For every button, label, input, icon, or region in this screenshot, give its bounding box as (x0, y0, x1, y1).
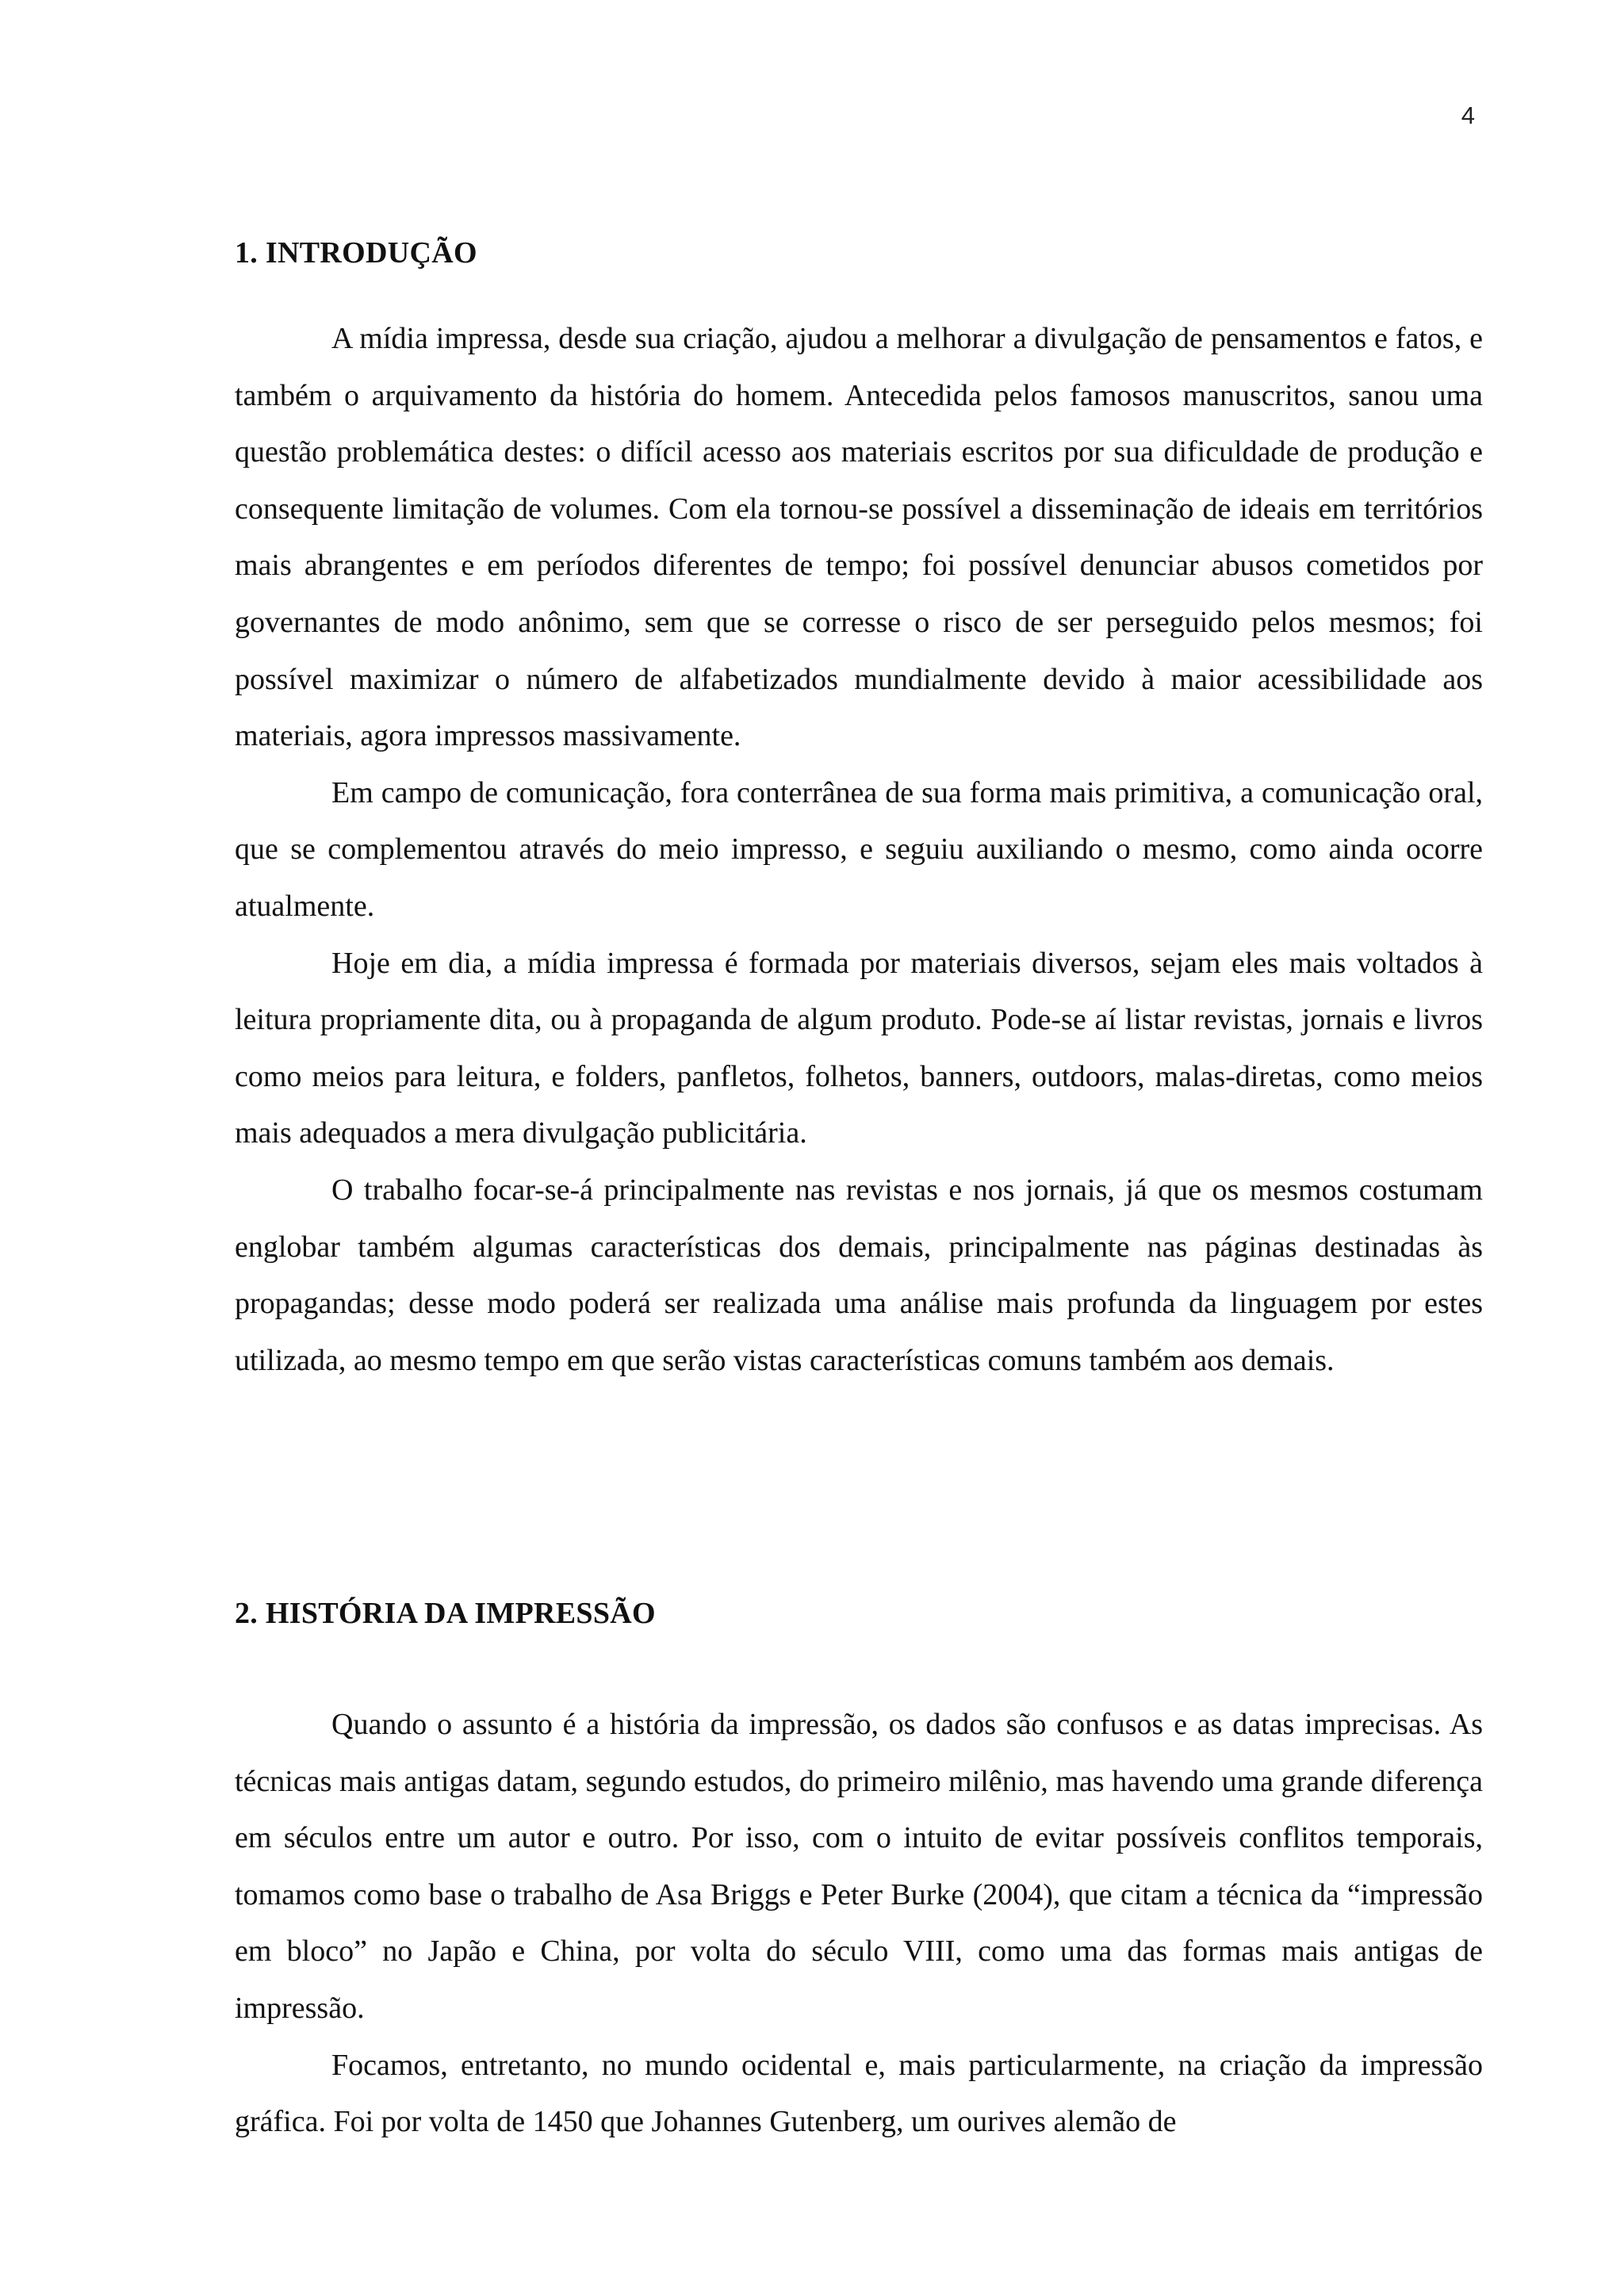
section-introducao-text (235, 311, 1483, 1389)
paragraph: O trabalho focar-se-á principalmente nas revistas e nos jornais, já que os mesmos costumam englobar também algumas características dos demais, principalmente nas páginas destinadas às propagandas; desse modo poderá ser realizada uma análise mais profunda da linguagem por estes utilizada, ao mesmo tempo em que serão vistas características comuns também aos demais. (235, 1173, 1483, 1377)
paragraph: Quando o assunto é a história da impressão, os dados são confusos e as datas imprecisas. As técnicas mais antigas datam, segundo estudos, do primeiro milênio, mas havendo uma grande diferença em séculos entre um autor e outro. Por isso, com o intuito de evitar possíveis conflitos temporais, tomamos como base o trabalho de Asa Briggs e Peter Burke (2004), que citam a técnica da “impressão em bloco” no Japão e China, por volta do século VIII, como uma das formas mais antigas de impressão. (235, 1708, 1483, 2025)
section-historia-text (235, 1697, 1483, 2151)
paragraph: A mídia impressa, desde sua criação, ajudou a melhorar a divulgação de pensamentos e fatos, e também o arquivamento da história do homem. Antecedida pelos famosos manuscritos, sanou uma questão problemática destes: o difícil acesso aos materiais escritos por sua dificuldade de produção e consequente limitação de volumes. Com ela tornou-se possível a disseminação de ideais em territórios mais abrangentes e em períodos diferentes de tempo; foi possível denunciar abusos cometidos por governantes de modo anônimo, sem que se corresse o risco de ser perseguido pelos mesmos; foi possível maximizar o número de alfabetizados mundialmente devido à maior acessibilidade aos materiais, agora impressos massivamente. (235, 322, 1483, 753)
paragraph: Focamos, entretanto, no mundo ocidental e, mais particularmente, na criação da impressão gráfica. Foi por volta de 1450 que Johannes Gutenberg, um ourives alemão de (235, 2048, 1483, 2139)
paragraph: Hoje em dia, a mídia impressa é formada por materiais diversos, sejam eles mais voltados à leitura propriamente dita, ou à propaganda de algum produto. Pode-se aí listar revistas, jornais e livros como meios para leitura, e folders, panfletos, folhetos, banners, outdoors, malas-diretas, como meios mais adequados a mera divulgação publicitária. (235, 946, 1483, 1150)
section-heading-introducao: 1. INTRODUÇÃO (235, 236, 477, 270)
page-number: 4 (1461, 101, 1475, 129)
paragraph: Em campo de comunicação, fora conterrânea de sua forma mais primitiva, a comunicação oral, que se complementou através do meio impresso, e seguiu auxiliando o mesmo, como ainda ocorre atualmente. (235, 775, 1483, 923)
section-heading-historia-da-impressao: 2. HISTÓRIA DA IMPRESSÃO (235, 1597, 656, 1630)
